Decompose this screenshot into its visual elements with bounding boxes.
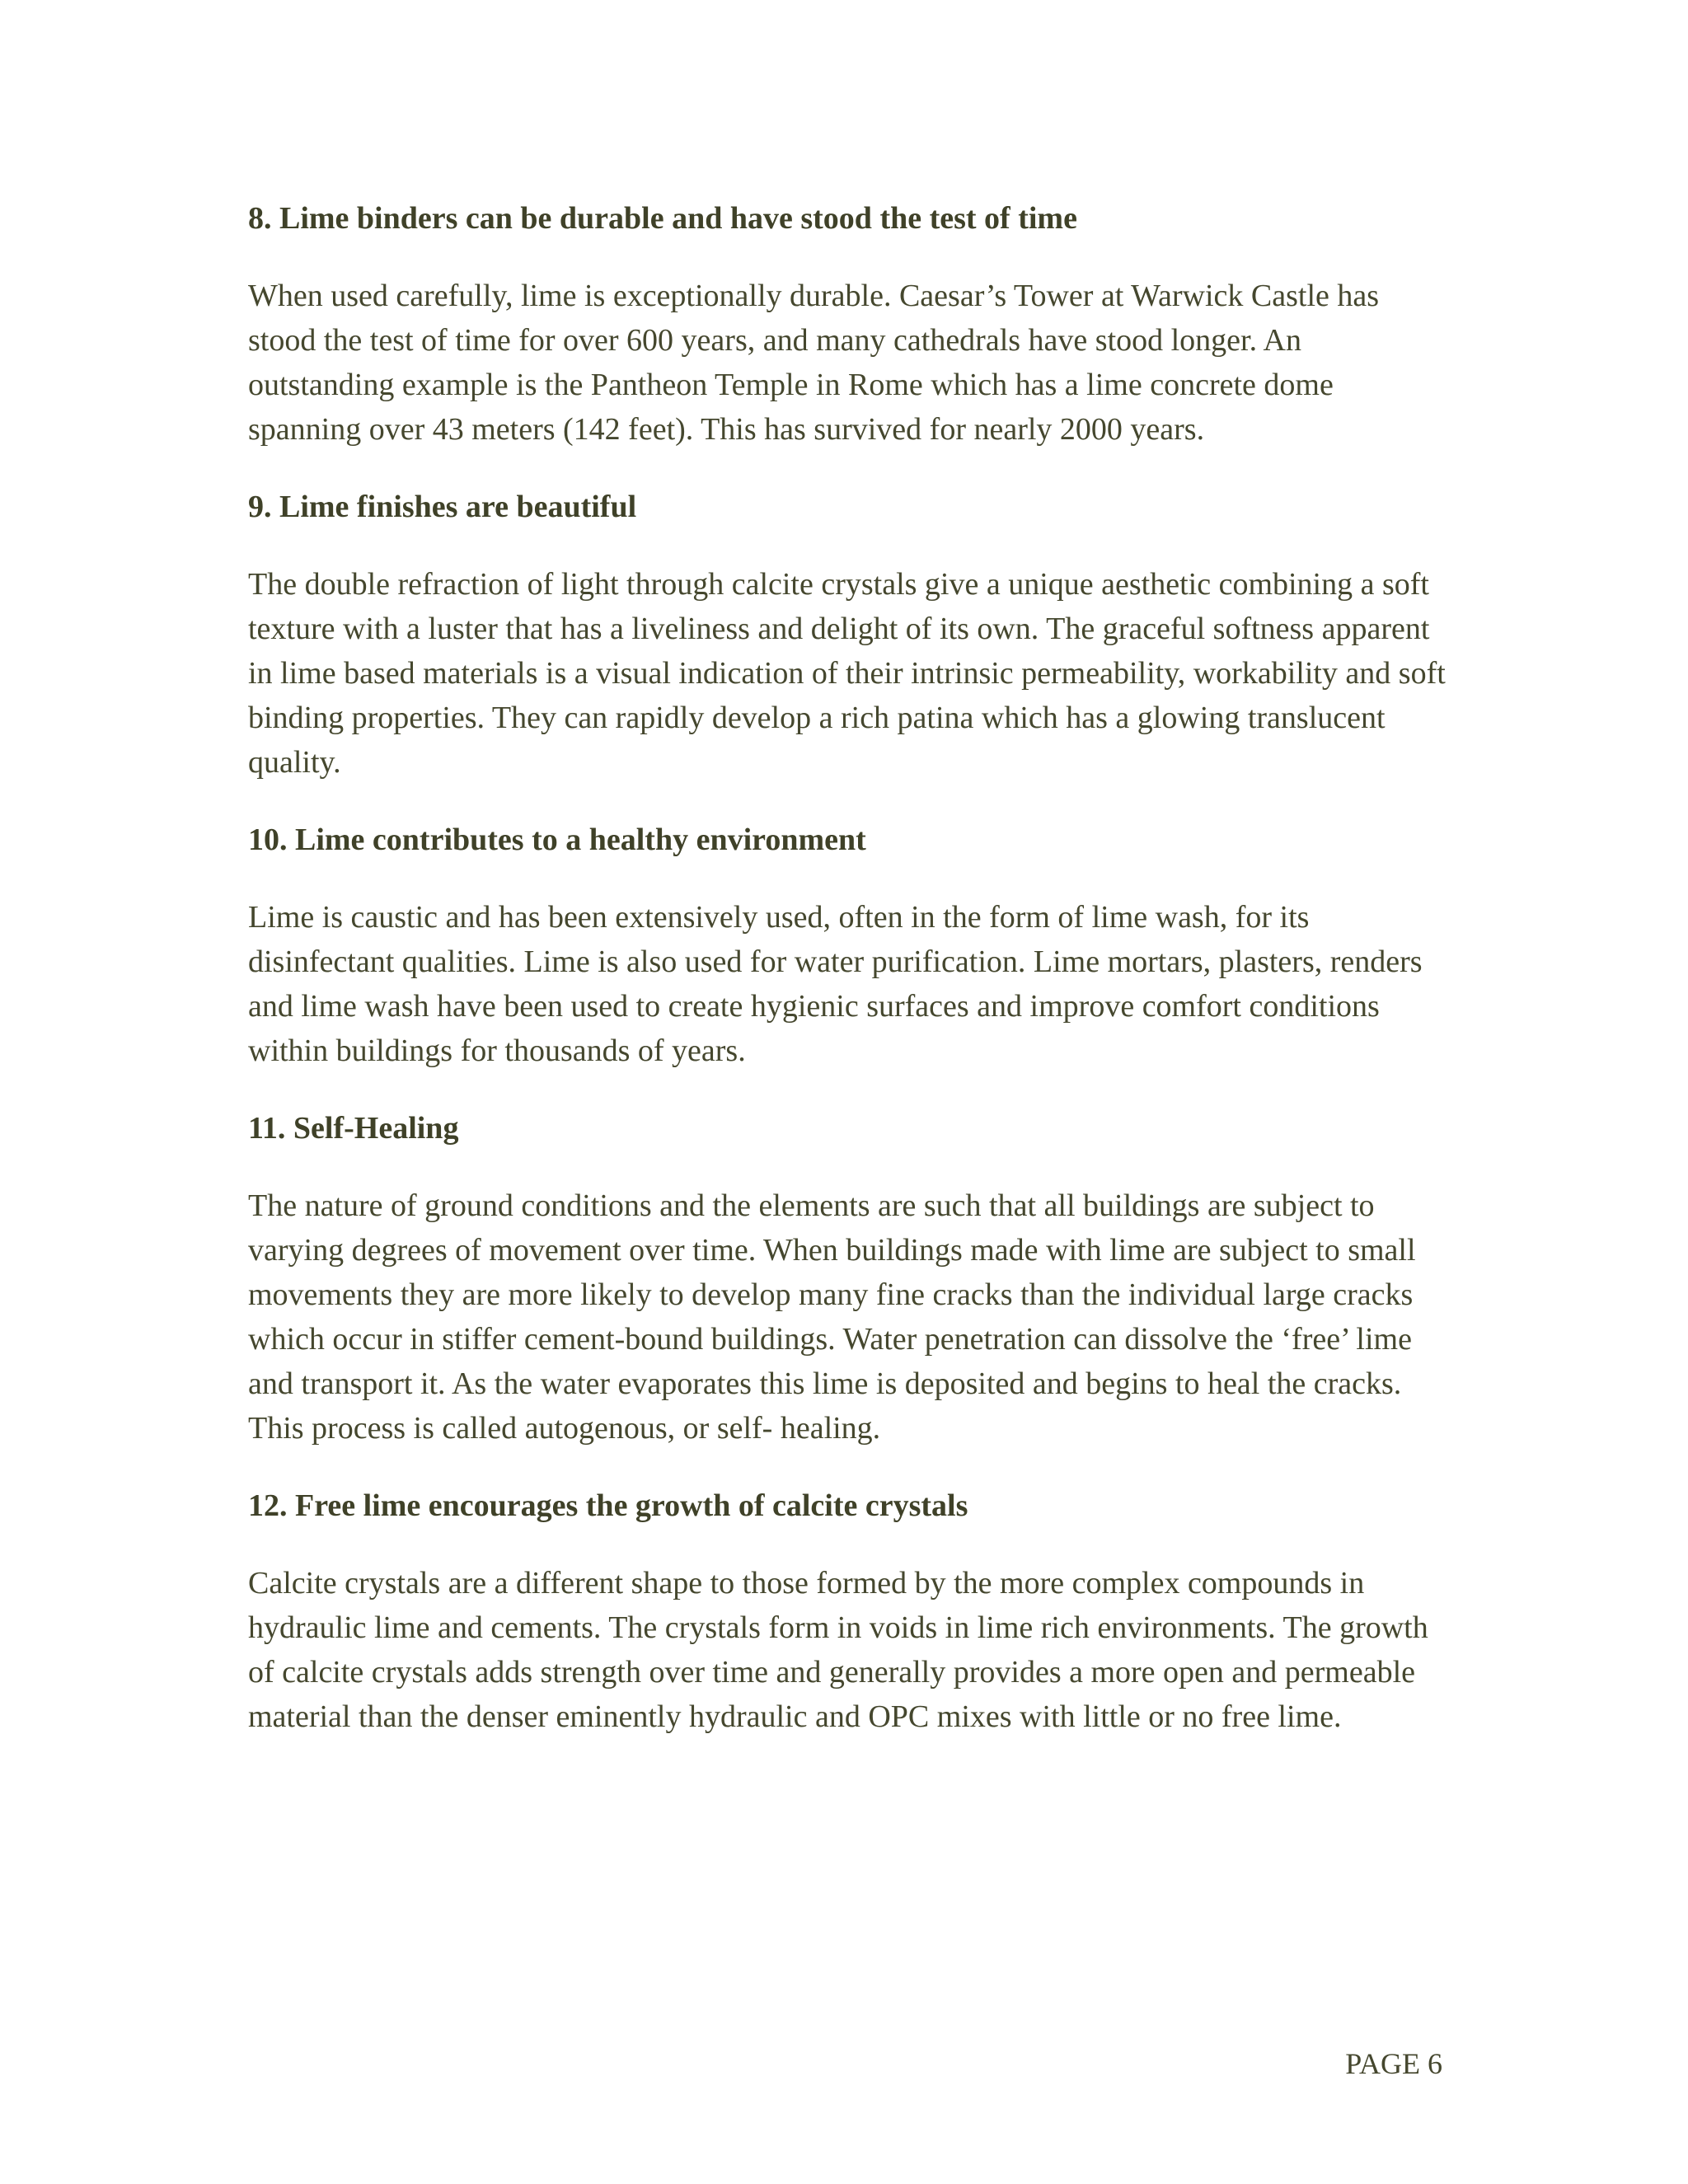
section-paragraph: Calcite crystals are a different shape to those formed by the more complex compounds in hydraulic lime and cements. The crystals form in voids in lime rich environments. The growth of calcite crystals adds strength over time and generally provides a more open and permeable material than the denser eminently hydraulic and OPC mixes with little or no free lime. (248, 1566, 1428, 1734)
section-paragraph: When used carefully, lime is exceptionally durable. Caesar’s Tower at Warwick Castle has stood the test of time for over 600 years, and many cathedrals have stood longer. An outstanding example is the Pantheon Temple in Rome which has a lime concrete dome spanning over 43 meters (142 feet). This has survived for nearly 2000 years. (248, 279, 1380, 447)
document-page (248, 196, 1451, 1772)
page-number: PAGE 6 (1345, 2047, 1442, 2080)
section-heading: 10. Lime contributes to a healthy environment (248, 823, 866, 857)
section-paragraph: Lime is caustic and has been extensively used, often in the form of lime wash, for its disinfectant qualities. Lime is also used for water purification. Lime mortars, plasters, renders and lime wash have been used to create hygienic surfaces and improve comfort conditions within buildings for thousands of years. (248, 900, 1423, 1068)
section-10 (248, 818, 1451, 1073)
section-heading: 12. Free lime encourages the growth of calcite crystals (248, 1488, 968, 1523)
section-12 (248, 1483, 1451, 1739)
section-8 (248, 196, 1451, 452)
section-heading: 9. Lime finishes are beautiful (248, 490, 637, 524)
section-heading: 11. Self-Healing (248, 1111, 459, 1146)
section-9 (248, 485, 1451, 785)
section-paragraph: The double refraction of light through calcite crystals give a unique aesthetic combining a soft texture with a luster that has a liveliness and delight of its own. The graceful softness apparent in lime based materials is a visual indication of their intrinsic permeability, workability and soft binding properties. They can rapidly develop a rich patina which has a glowing translucent quality. (248, 567, 1446, 780)
section-heading: 8. Lime binders can be durable and have stood the test of time (248, 201, 1077, 236)
section-paragraph: The nature of ground conditions and the elements are such that all buildings are subject to varying degrees of movement over time. When buildings made with lime are subject to small movements they are more likely to develop many fine cracks than the individual large cracks which occur in stiffer cement-bound buildings. Water penetration can dissolve the ‘free’ lime and transport it. As the water evaporates this lime is deposited and begins to heal the cracks. This process is called autogenous, or self- healing. (248, 1188, 1416, 1446)
section-11 (248, 1106, 1451, 1451)
